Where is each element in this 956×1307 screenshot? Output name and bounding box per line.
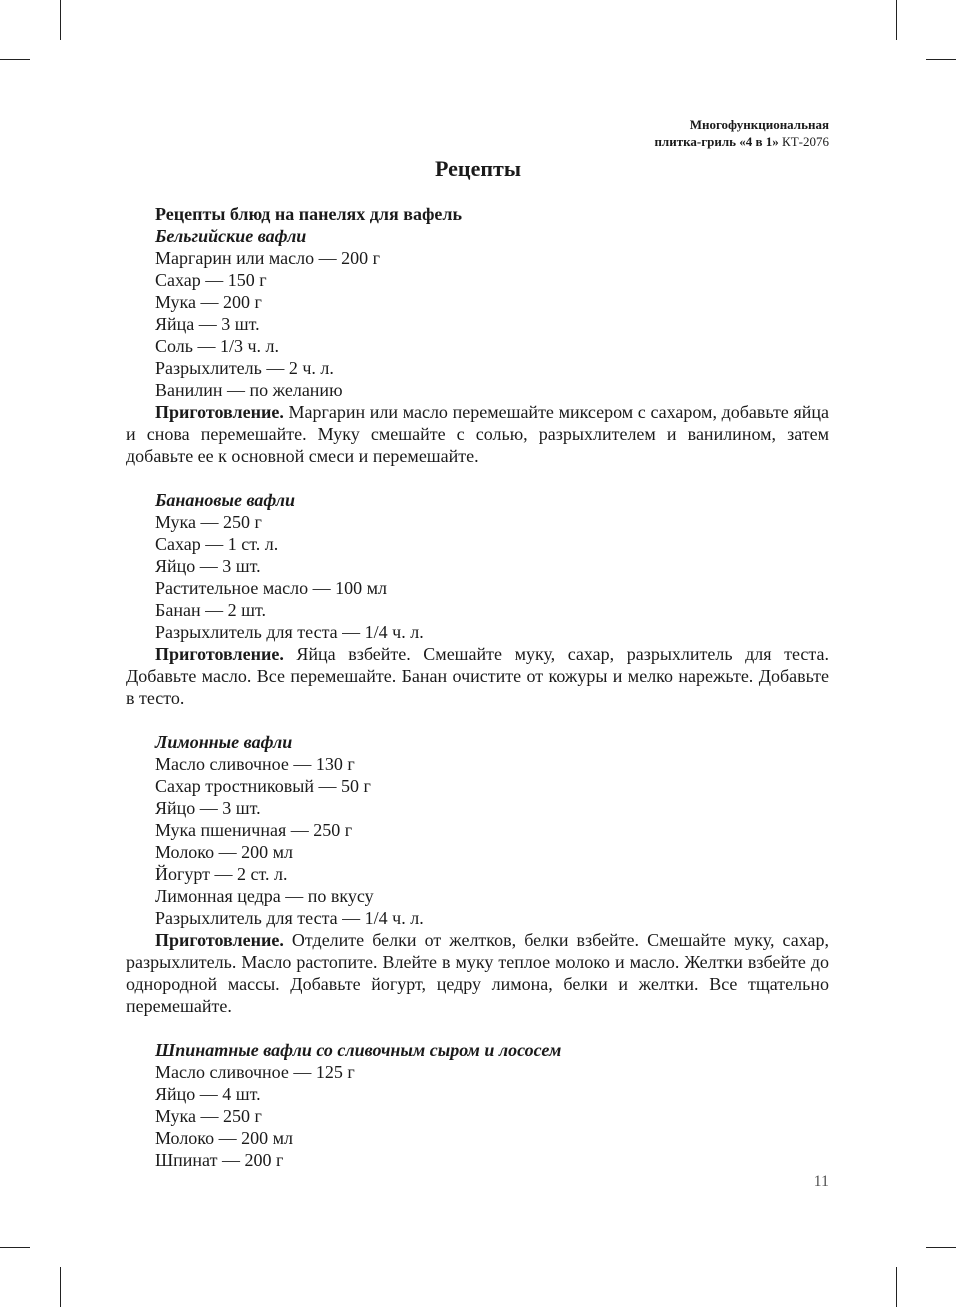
recipe-title: Бельгийские вафли [155, 226, 307, 246]
ingredient-item: Яйцо — 3 шт. [155, 798, 261, 818]
spacer [126, 467, 829, 489]
ingredient-item: Сахар — 150 г [155, 270, 267, 290]
ingredient-item: Мука — 200 г [155, 292, 262, 312]
section-title: Рецепты блюд на панелях для вафель [155, 204, 463, 224]
running-header [654, 116, 829, 150]
preparation-label: Приготовление. [155, 402, 284, 422]
header-product-name: плитка-гриль «4 в 1» [654, 134, 779, 149]
preparation-paragraph [126, 929, 829, 1017]
ingredient-item: Мука — 250 г [155, 1106, 262, 1126]
ingredient-item: Яйцо — 3 шт. [155, 556, 261, 576]
ingredient-item: Мука пшеничная — 250 г [155, 820, 353, 840]
ingredient-item: Мука — 250 г [155, 512, 262, 532]
ingredient-item: Сахар тростниковый — 50 г [155, 776, 371, 796]
crop-mark [926, 1247, 956, 1248]
crop-mark [0, 59, 30, 60]
crop-mark [60, 1267, 61, 1307]
preparation-text: Отделите белки от желтков, белки взбейте. Смешайте муку, сахар, разрыхлитель. Масло растопите. Влейте в муку теплое молоко и масло. Желтки взбейте до однородной массы. Добавьте йогурт, цедру лимона, белки и желтки. Все тщательно перемешайте. [126, 930, 829, 1016]
ingredient-item: Растительное масло — 100 мл [155, 578, 387, 598]
ingredient-item: Яйца — 3 шт. [155, 314, 260, 334]
recipe-title: Лимонные вафли [155, 732, 293, 752]
ingredient-item: Банан — 2 шт. [155, 600, 266, 620]
crop-mark [60, 0, 61, 40]
ingredient-item: Разрыхлитель для теста — 1/4 ч. л. [155, 622, 424, 642]
page-number: 11 [813, 1173, 829, 1190]
ingredient-item: Соль — 1/3 ч. л. [155, 336, 279, 356]
ingredient-item: Разрыхлитель — 2 ч. л. [155, 358, 334, 378]
ingredient-item: Сахар — 1 ст. л. [155, 534, 279, 554]
ingredient-item: Молоко — 200 мл [155, 842, 294, 862]
spacer [126, 709, 829, 731]
ingredient-item: Ванилин — по желанию [155, 380, 343, 400]
ingredient-item: Разрыхлитель для теста — 1/4 ч. л. [155, 908, 424, 928]
header-model-line [654, 133, 829, 150]
header-product-line: Многофункциональная [689, 117, 829, 132]
ingredient-item: Йогурт — 2 ст. л. [155, 864, 288, 884]
page-title: Рецепты [434, 156, 521, 181]
preparation-text: Яйца взбейте. Смешайте муку, сахар, разрыхлитель для теста. Добавьте масло. Все перемешайте. Банан очистите от кожуры и мелко нарежьте. Добавьте в тесто. [126, 644, 829, 708]
preparation-paragraph [126, 643, 829, 709]
recipe-title: Банановые вафли [155, 490, 296, 510]
ingredient-item: Шпинат — 200 г [155, 1150, 284, 1170]
preparation-paragraph [126, 401, 829, 467]
recipe-title: Шпинатные вафли со сливочным сыром и лососем [155, 1040, 562, 1060]
ingredient-item: Молоко — 200 мл [155, 1128, 294, 1148]
crop-mark [896, 1267, 897, 1307]
ingredient-item: Маргарин или масло — 200 г [155, 248, 380, 268]
ingredient-item: Яйцо — 4 шт. [155, 1084, 261, 1104]
crop-mark [896, 0, 897, 40]
preparation-label: Приготовление. [155, 644, 284, 664]
crop-mark [0, 1247, 30, 1248]
recipes-content [126, 203, 829, 1171]
crop-mark [926, 59, 956, 60]
preparation-label: Приготовление. [155, 930, 284, 950]
spacer [126, 1017, 829, 1039]
ingredient-item: Лимонная цедра — по вкусу [155, 886, 374, 906]
preparation-text: Маргарин или масло перемешайте миксером с сахаром, добавьте яйца и снова перемешайте. Муку смешайте с солью, разрыхлителем и ванилином, затем добавьте ее к основной смеси и перемешайте. [126, 402, 829, 466]
ingredient-item: Масло сливочное — 130 г [155, 754, 355, 774]
header-model-number: КТ-2076 [778, 134, 829, 149]
ingredient-item: Масло сливочное — 125 г [155, 1062, 355, 1082]
